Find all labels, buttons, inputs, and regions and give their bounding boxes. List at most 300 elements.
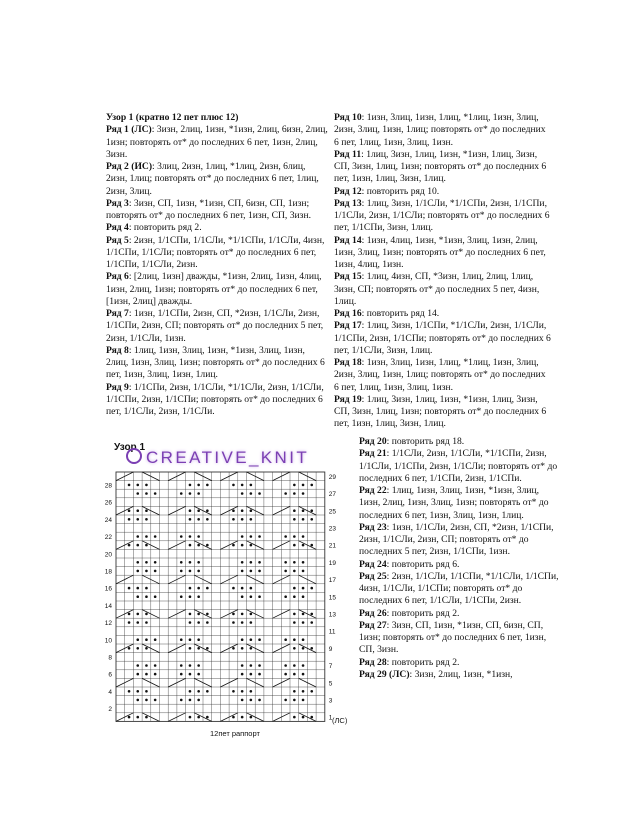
row-label: Ряд 14 [334,234,362,246]
purl-dot [302,621,305,624]
purl-dot [293,535,296,538]
row-label: Ряд 10 [334,112,362,123]
purl-dot [197,638,200,641]
purl-dot [232,544,235,547]
row-text: : 1изн, 3лиц, 1изн, 1лиц, *1лиц, 1изн, 3лиц, 2изн, 3лиц, 1изн, 1лиц; повторять от* до последних 6 пет, 1лиц, 1изн, 3лиц, 1изн. [334,357,546,393]
row-number-left: 28 [104,482,112,490]
purl-dot [241,509,244,512]
purl-dot [128,647,131,650]
row-number-right: 29 [328,473,337,481]
row-label: Ряд 2 (ИС) [106,161,153,172]
row-list-right [334,112,552,431]
row-label: Ряд 3 [106,197,129,209]
purl-dot [241,492,244,495]
purl-dot [250,492,253,495]
instruction-row [106,124,328,161]
row-text: : 2изн, 1/1СПи, 1/1СЛи, *1/1СПи, 1/1СЛи, 4изн, 1/1СПи, 1/1СЛи; повторять от* до последних 6 пет, 1/1СПи, 1/1СЛи, 2изн. [106,234,325,270]
purl-dot [154,638,157,641]
row-number-left: 10 [104,637,112,645]
purl-dot [302,664,305,667]
purl-dot [293,587,296,590]
purl-dot [136,492,139,495]
purl-dot [206,647,209,650]
row-text: : 1лиц, 3изн, 1/1СЛи, *1/1СПи, 2изн, 1/1СПи, 1/1СЛи, 2изн, 1/1СЛи; повторять от* до последних 6 пет, 1/1СПи, 3изн, 1лиц. [334,197,550,234]
purl-dot [241,664,244,667]
purl-dot [206,690,209,693]
purl-dot [250,587,253,590]
purl-dot [189,492,192,495]
row-text: : повторить ряд 18. [386,436,465,447]
instruction-row [334,112,552,149]
instruction-row [334,394,552,431]
row-text: : 1лиц, 1изн, 3лиц, 1изн, *1изн, 3лиц, 1изн, 2лиц, 1изн, 3лиц, 1изн; повторять от* до последних 6 пет, 1изн, 3лиц, 1изн, 1лиц. [359,485,549,521]
purl-dot [250,484,253,487]
watermark-text: CREATIVE_KNIT [146,448,310,467]
row-number-right: 1 [328,714,333,722]
repeat-caption: 12пет раппорт [210,729,260,738]
row-text: : повторить ряд 2. [386,656,460,668]
purl-dot [241,647,244,650]
instruction-row [334,149,552,186]
purl-dot [293,690,296,693]
purl-dot [145,664,148,667]
purl-dot [241,587,244,590]
instruction-row [334,357,552,394]
purl-dot [302,699,305,702]
instruction-row [334,186,552,198]
purl-dot [250,621,253,624]
purl-dot [241,690,244,693]
purl-dot [145,638,148,641]
row-text: : повторить ряд 2. [386,607,460,619]
row-number-right: 5 [328,680,333,688]
instruction-row [359,620,559,657]
purl-dot [310,647,313,650]
purl-dot [284,699,287,702]
purl-dot [250,570,253,573]
purl-dot [154,535,157,538]
purl-dot [136,595,139,598]
purl-dot [250,518,253,521]
purl-dot [197,613,200,616]
purl-dot [232,613,235,616]
row-label: Ряд 17 [334,320,362,332]
purl-dot [154,570,157,573]
purl-dot [197,664,200,667]
purl-dot [293,509,296,512]
row-number-left: 16 [104,585,112,593]
row-label: Ряд 24 [359,558,387,570]
purl-dot [197,544,200,547]
instruction-row [359,485,559,522]
purl-dot [128,518,131,521]
purl-dot [189,570,192,573]
row-number-right: 25 [328,508,337,516]
purl-dot [189,690,192,693]
purl-dot [258,673,261,676]
purl-dot [293,518,296,521]
instruction-row [106,382,328,419]
purl-dot [189,544,192,547]
purl-dot [180,492,183,495]
rs-label: (ЛС) [332,716,348,725]
purl-dot [180,561,183,564]
row-label: Ряд 7 [106,308,129,319]
purl-dot [310,587,313,590]
purl-dot [189,699,192,702]
purl-dot [154,673,157,676]
purl-dot [293,664,296,667]
row-number-right: 11 [328,628,336,636]
purl-dot [250,673,253,676]
purl-dot [154,561,157,564]
row-label: Ряд 11 [334,148,362,160]
purl-dot [302,690,305,693]
purl-dot [250,535,253,538]
row-label: Ряд 16 [334,308,362,319]
purl-dot [302,587,305,590]
purl-dot [284,664,287,667]
purl-dot [241,673,244,676]
purl-dot [293,613,296,616]
purl-dot [189,716,192,719]
purl-dot [310,613,313,616]
row-number-right: 19 [328,559,337,567]
purl-dot [145,699,148,702]
purl-dot [128,484,131,487]
instruction-row [106,308,328,345]
purl-dot [189,621,192,624]
purl-dot [189,561,192,564]
purl-dot [241,518,244,521]
row-number-left: 18 [104,568,112,576]
purl-dot [284,638,287,641]
instruction-row [106,198,328,223]
purl-dot [145,509,148,512]
row-text: : 1изн, 3лиц, 1изн, 1лиц, *1лиц, 1изн, 3лиц, 2изн, 3лиц, 1изн, 1лиц; повторять от* до последних 6 пет, 1лиц, 1изн, 3лиц, 1изн. [334,112,546,148]
row-number-right: 27 [328,491,337,499]
row-number-right: 21 [328,542,337,550]
purl-dot [302,492,305,495]
purl-dot [302,570,305,573]
purl-dot [189,638,192,641]
row-text: : 3лиц, 2изн, 1лиц, *1лиц, 2изн, 6лиц, 2изн, 1лиц; повторять от* до последних 6 пет, 1лиц, 2изн, 3лиц. [106,161,319,197]
purl-dot [136,570,139,573]
purl-dot [310,509,313,512]
row-label: Ряд 8 [106,344,129,356]
purl-dot [154,699,157,702]
purl-dot [241,613,244,616]
purl-dot [302,561,305,564]
purl-dot [197,484,200,487]
purl-dot [250,699,253,702]
purl-dot [293,544,296,547]
instruction-row [106,235,328,272]
purl-dot [206,716,209,719]
row-number-left: 22 [104,534,112,542]
purl-dot [241,699,244,702]
purl-dot [128,690,131,693]
purl-dot [136,484,139,487]
purl-dot [136,690,139,693]
purl-dot [145,492,148,495]
row-number-right: 7 [328,663,333,671]
row-label: Ряд 29 (ЛС) [359,668,410,680]
row-number-right: 23 [328,525,337,533]
purl-dot [180,638,183,641]
chart-grid [100,442,350,742]
purl-dot [128,716,131,719]
purl-dot [197,492,200,495]
row-number-left: 12 [104,620,112,628]
purl-dot [258,664,261,667]
purl-dot [154,664,157,667]
purl-dot [145,716,148,719]
purl-dot [136,621,139,624]
purl-dot [136,638,139,641]
purl-dot [128,544,131,547]
purl-dot [145,484,148,487]
purl-dot [206,518,209,521]
row-number-left: 20 [104,551,112,559]
purl-dot [206,509,209,512]
instruction-row [334,198,552,235]
row-text: : 1лиц, 1изн, 3лиц, 1изн, *1изн, 3лиц, 1изн, 2лиц, 1изн, 3лиц, 1изн; повторять от* до последних 6 пет, 1изн, 3лиц, 1изн, 1лиц. [106,344,325,381]
purl-dot [145,544,148,547]
purl-dot [258,570,261,573]
purl-dot [302,647,305,650]
purl-dot [180,699,183,702]
purl-dot [232,587,235,590]
purl-dot [250,509,253,512]
purl-dot [180,595,183,598]
purl-dot [241,621,244,624]
purl-dot [206,587,209,590]
row-number-left: 2 [108,706,112,714]
purl-dot [302,535,305,538]
instruction-row [359,571,559,608]
row-text: : [2лиц, 1изн] дважды, *1изн, 2лиц, 1изн, 4лиц, 1изн, 2лиц, 1изн; повторять от* до последних 6 пет, [1изн, 2лиц] дважды. [106,271,322,307]
row-text: : повторить ряд 14. [361,308,440,319]
purl-dot [284,673,287,676]
row-label: Ряд 19 [334,393,362,405]
row-number-left: 14 [104,602,112,610]
purl-dot [250,690,253,693]
purl-dot [206,484,209,487]
purl-dot [136,535,139,538]
purl-dot [232,647,235,650]
purl-dot [302,484,305,487]
pattern-heading: Узор 1 (кратно 12 пет плюс 12) [106,112,239,123]
purl-dot [136,561,139,564]
row-text: : 1изн, 1/1СПи, 2изн, СП, *2изн, 1/1СЛи, 2изн, 1/1СПи, 2изн, СП; повторять от* до последних 5 пет, 2изн, 1/1СЛи, 1изн. [106,308,324,344]
row-text: : 3изн, 2лиц, 1изн, *1изн, [409,668,513,680]
purl-dot [145,673,148,676]
purl-dot [189,595,192,598]
purl-dot [189,587,192,590]
purl-dot [241,570,244,573]
row-label: Ряд 15 [334,271,362,283]
purl-dot [136,544,139,547]
row-text: : 1лиц, 3изн, 1лиц, 1изн, *1изн, 1лиц, 3изн, СП, 3изн, 1лиц, 1изн; повторять от* до последних 6 пет, 1изн, 1лиц, 3изн, 1лиц. [334,393,547,430]
purl-dot [145,587,148,590]
purl-dot [302,673,305,676]
purl-dot [232,716,235,719]
instruction-row [334,235,552,272]
pattern-instructions-right-lower [359,436,559,681]
instruction-row [334,308,552,320]
purl-dot [197,621,200,624]
row-number-left: 26 [104,499,112,507]
row-label: Ряд 9 [106,381,129,393]
row-text: : 3изн, СП, 1изн, *1изн, СП, 6изн, СП, 1изн; повторять от* до последних 6 пет, 1изн, СП, 3изн. [359,619,547,656]
instruction-row [359,608,559,620]
purl-dot [250,561,253,564]
purl-dot [197,716,200,719]
purl-dot [310,518,313,521]
purl-dot [258,561,261,564]
purl-dot [145,570,148,573]
purl-dot [145,621,148,624]
purl-dot [284,570,287,573]
row-number-left: 24 [104,516,112,524]
purl-dot [293,570,296,573]
purl-dot [197,690,200,693]
purl-dot [258,595,261,598]
purl-dot [250,613,253,616]
purl-dot [302,638,305,641]
purl-dot [197,561,200,564]
purl-dot [189,509,192,512]
row-label: Ряд 12 [334,185,362,197]
purl-dot [310,621,313,624]
instruction-row [359,436,559,448]
purl-dot [310,690,313,693]
row-text: : 3изн, СП, 1изн, *1изн, СП, 6изн, СП, 1изн; повторять от* до последних 6 пет, 1изн, СП, 3изн. [106,197,311,221]
pattern-instructions-right [334,112,552,431]
row-text: : 1изн, 4лиц, 1изн, *1изн, 3лиц, 1изн, 2лиц, 1изн, 3лиц, 1изн; повторять от* до последних 6 пет, 1изн, 4лиц, 1изн. [334,234,546,270]
purl-dot [310,544,313,547]
row-text: : 1изн, 1/1СЛи, 2изн, СП, *2изн, 1/1СПи, 2изн, 1/1СЛи, 2изн, СП; повторять от* до последних 5 пет, 2изн, 1/1СПи, 1изн. [359,521,554,558]
purl-dot [302,518,305,521]
purl-dot [136,673,139,676]
purl-dot [180,664,183,667]
purl-dot [258,638,261,641]
purl-dot [250,664,253,667]
purl-dot [293,716,296,719]
purl-dot [145,613,148,616]
purl-dot [284,561,287,564]
row-label: Ряд 27 [359,619,387,631]
row-list-left [106,124,328,418]
purl-dot [206,621,209,624]
purl-dot [241,638,244,641]
purl-dot [197,535,200,538]
row-label: Ряд 18 [334,357,362,368]
purl-dot [197,587,200,590]
purl-dot [293,561,296,564]
purl-dot [293,595,296,598]
purl-dot [232,690,235,693]
purl-dot [258,535,261,538]
purl-dot [293,621,296,624]
purl-dot [258,699,261,702]
instruction-row [334,271,552,308]
purl-dot [284,535,287,538]
purl-dot [145,535,148,538]
purl-dot [154,492,157,495]
purl-dot [232,509,235,512]
purl-dot [136,664,139,667]
purl-dot [232,621,235,624]
purl-dot [241,716,244,719]
row-label: Ряд 5 [106,234,129,246]
row-label: Ряд 13 [334,197,362,209]
purl-dot [250,647,253,650]
purl-dot [302,544,305,547]
row-text: : 1/1СЛи, 2изн, 1/1СЛи, *1/1СПи, 2изн, 1/1СЛи, 1/1СПи, 2изн, 1/1СЛи; повторять от* до последних 6 пет, 1/1СПи, 2изн, 1/1СПи. [359,448,558,484]
purl-dot [128,613,131,616]
instruction-row [106,161,328,198]
purl-dot [293,492,296,495]
row-number-left: 6 [108,671,112,679]
purl-dot [302,509,305,512]
purl-dot [302,716,305,719]
row-text: : 3изн, 2лиц, 1изн, *1изн, 2лиц, 6изн, 2лиц, 1изн; повторять от* до последних 6 пет, 1изн, 2лиц, 3изн. [106,124,328,160]
instruction-row [106,345,328,382]
row-label: Ряд 20 [359,436,387,447]
purl-dot [189,484,192,487]
pattern-instructions-left [106,112,328,418]
purl-dot [241,484,244,487]
purl-dot [136,699,139,702]
row-number-right: 17 [328,577,337,585]
purl-dot [197,595,200,598]
instruction-row [359,559,559,571]
row-label: Ряд 26 [359,607,387,619]
row-text: : повторить ряд 6. [386,558,460,570]
row-text: : повторить ряд 10. [361,185,440,197]
purl-dot [145,595,148,598]
purl-dot [136,613,139,616]
instruction-row [334,320,552,357]
purl-dot [302,595,305,598]
row-label: Ряд 23 [359,521,387,533]
purl-dot [241,561,244,564]
purl-dot [145,690,148,693]
purl-dot [145,647,148,650]
row-number-left: 4 [108,688,112,696]
row-text: : 1/1СПи, 2изн, 1/1СЛи, *1/1СЛи, 2изн, 1/1СЛи, 1/1СПи, 2изн, 1/1СПи; повторять от* до последних 6 пет, 1/1СЛи, 2изн, 1/1СЛи. [106,381,324,417]
row-number-left: 8 [108,654,112,662]
row-text: : 2изн, 1/1СЛи, 1/1СПи, *1/1СЛи, 1/1СПи, 4изн, 1/1СЛи, 1/1СПи; повторять от* до последних 6 пет, 1/1СЛи, 1/1СПи, 2изн. [359,570,559,607]
instruction-row [359,657,559,669]
purl-dot [128,621,131,624]
row-number-right: 3 [328,697,333,705]
purl-dot [145,518,148,521]
purl-dot [310,716,313,719]
purl-dot [154,595,157,598]
purl-dot [241,595,244,598]
row-text: : повторить ряд 2. [128,222,202,234]
purl-dot [250,638,253,641]
purl-dot [284,595,287,598]
row-label: Ряд 21 [359,448,387,460]
purl-dot [136,518,139,521]
instruction-row [359,669,559,681]
purl-dot [189,647,192,650]
purl-dot [206,544,209,547]
